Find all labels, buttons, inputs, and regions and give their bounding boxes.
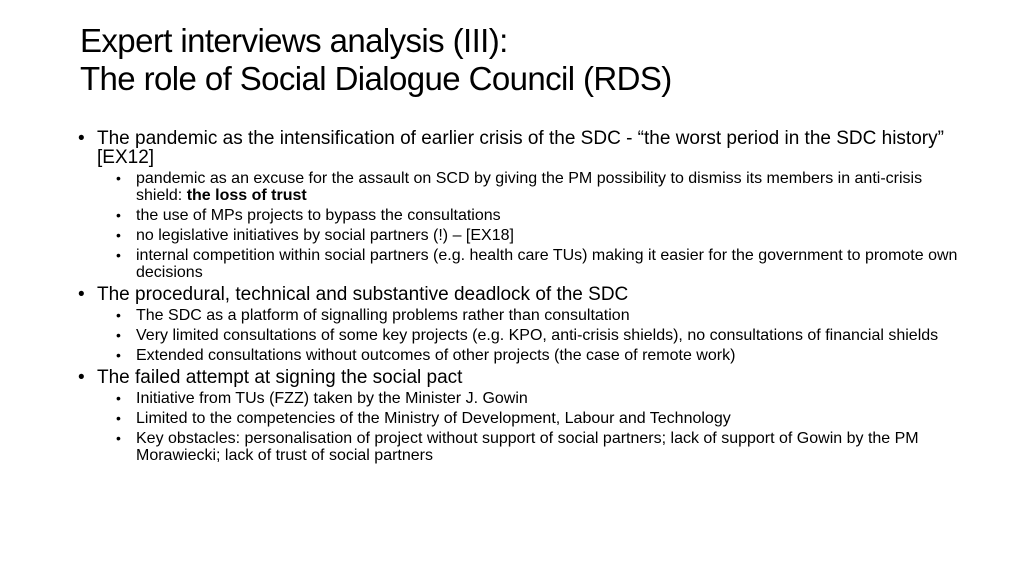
title-line-1: Expert interviews analysis (III): [80, 22, 508, 59]
bullet-deadlock [78, 285, 958, 304]
sub-list-pandemic [78, 170, 958, 281]
bullet-text: The pandemic as the intensification of earlier crisis of the SDC - “the worst period in the SDC history” [EX12] [97, 128, 944, 168]
sub-bullet-text: pandemic as an excuse for the assault on SCD by giving the PM possibility to dismiss its members in anti-crisis shield: [136, 170, 923, 204]
sub-bullet-text: Key obstacles: personalisation of project without support of social partners; lack of support of Gowin by the PM Morawiecki; lack of trust of social partners [136, 430, 919, 464]
title-line-2: The role of Social Dialogue Council (RDS) [80, 60, 672, 97]
bullet-social-pact [78, 368, 958, 387]
bullet-text: The procedural, technical and substantive deadlock of the SDC [97, 284, 629, 305]
sub-bullet [116, 327, 958, 344]
sub-bullet-text: Extended consultations without outcomes of other projects (the case of remote work) [136, 347, 736, 364]
sub-list-social-pact [78, 390, 958, 464]
sub-bullet [116, 390, 958, 407]
sub-bullet [116, 170, 958, 204]
emphasis-text: the loss of trust [186, 187, 307, 204]
bullet-icon: • [116, 307, 121, 323]
sub-bullet-text: Very limited consultations of some key projects (e.g. KPO, anti-crisis shields), no consultations of financial shields [136, 327, 939, 344]
sub-bullet [116, 430, 958, 464]
bullet-icon: • [116, 390, 121, 406]
bullet-icon: • [78, 284, 85, 305]
bullet-icon: • [116, 207, 121, 223]
sub-bullet [116, 347, 958, 364]
sub-bullet [116, 247, 958, 281]
sub-bullet [116, 307, 958, 324]
bullet-icon: • [116, 170, 121, 186]
sub-bullet [116, 227, 958, 244]
bullet-icon: • [116, 247, 121, 263]
bullet-icon: • [116, 430, 121, 446]
sub-bullet-text: Initiative from TUs (FZZ) taken by the Minister J. Gowin [136, 390, 528, 407]
sub-bullet-text: internal competition within social partners (e.g. health care TUs) making it easier for the government to promote own decisions [136, 247, 958, 281]
bullet-icon: • [116, 410, 121, 426]
bullet-text: The failed attempt at signing the social pact [97, 367, 463, 388]
sub-bullet [116, 410, 958, 427]
sub-bullet-text: no legislative initiatives by social partners (!) – [EX18] [136, 227, 514, 244]
bullet-icon: • [116, 347, 121, 363]
bullet-icon: • [78, 367, 85, 388]
sub-bullet [116, 207, 958, 224]
sub-bullet-text: the use of MPs projects to bypass the consultations [136, 207, 501, 224]
bullet-icon: • [78, 128, 85, 149]
bullet-icon: • [116, 327, 121, 343]
bullet-pandemic-crisis [78, 129, 958, 167]
sub-bullet-text: Limited to the competencies of the Ministry of Development, Labour and Technology [136, 410, 731, 427]
bullet-list [78, 129, 958, 464]
slide-title [80, 22, 980, 98]
sub-list-deadlock [78, 307, 958, 364]
bullet-icon: • [116, 227, 121, 243]
sub-bullet-text: The SDC as a platform of signalling problems rather than consultation [136, 307, 630, 324]
